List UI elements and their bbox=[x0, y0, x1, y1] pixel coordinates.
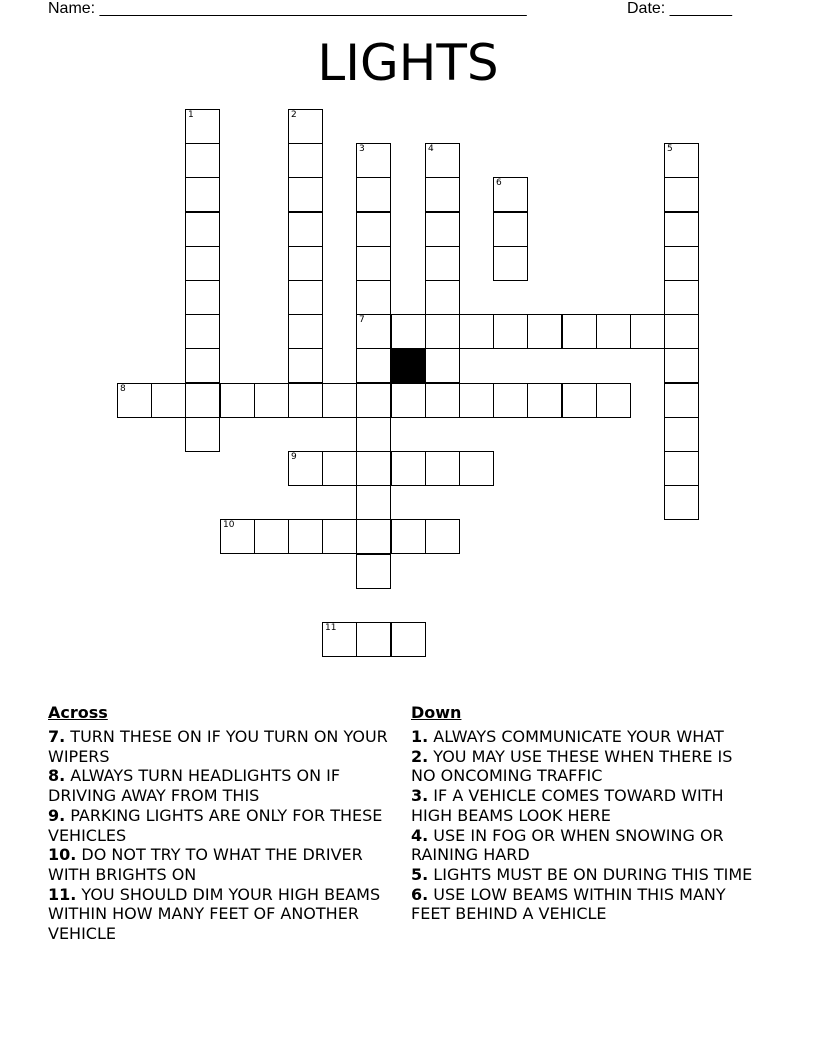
down-clue bbox=[411, 786, 761, 825]
grid-cell[interactable] bbox=[288, 383, 323, 418]
grid-cell[interactable] bbox=[185, 177, 220, 212]
clue-text: YOU MAY USE THESE WHEN THERE IS NO ONCOMING TRAFFIC bbox=[411, 746, 733, 786]
clue-number: 3. bbox=[411, 786, 429, 806]
blocked-cell bbox=[391, 348, 426, 383]
grid-cell[interactable] bbox=[356, 383, 391, 418]
grid-cell[interactable] bbox=[425, 348, 460, 383]
cell-number: 6 bbox=[496, 178, 502, 188]
grid-cell[interactable] bbox=[664, 280, 699, 315]
across-clue bbox=[48, 885, 398, 944]
clue-text: USE LOW BEAMS WITHIN THIS MANY FEET BEHIND A VEHICLE bbox=[411, 884, 726, 924]
grid-cell[interactable] bbox=[664, 246, 699, 281]
grid-cell[interactable] bbox=[185, 348, 220, 383]
clue-number: 5. bbox=[411, 864, 429, 884]
grid-cell[interactable] bbox=[288, 109, 323, 144]
cell-number: 4 bbox=[428, 144, 434, 154]
down-clue bbox=[411, 747, 761, 786]
grid-cell[interactable] bbox=[356, 622, 391, 657]
across-clue bbox=[48, 845, 398, 884]
down-clue bbox=[411, 865, 761, 885]
grid-cell[interactable] bbox=[185, 109, 220, 144]
clue-text: DO NOT TRY TO WHAT THE DRIVER WITH BRIGHTS ON bbox=[48, 845, 363, 884]
grid-cell[interactable] bbox=[185, 246, 220, 281]
grid-cell[interactable] bbox=[220, 383, 255, 418]
grid-cell[interactable] bbox=[664, 485, 699, 520]
grid-cell[interactable] bbox=[425, 212, 460, 247]
grid-cell[interactable] bbox=[493, 177, 528, 212]
grid-cell[interactable] bbox=[459, 451, 494, 486]
grid-cell[interactable] bbox=[322, 519, 357, 554]
grid-cell[interactable] bbox=[356, 519, 391, 554]
grid-cell[interactable] bbox=[288, 519, 323, 554]
grid-cell[interactable] bbox=[459, 314, 494, 349]
grid-cell[interactable] bbox=[288, 177, 323, 212]
grid-cell[interactable] bbox=[664, 314, 699, 349]
grid-cell[interactable] bbox=[254, 383, 289, 418]
across-clues bbox=[48, 703, 398, 944]
grid-cell[interactable] bbox=[493, 314, 528, 349]
grid-cell[interactable] bbox=[527, 314, 562, 349]
grid-cell[interactable] bbox=[254, 519, 289, 554]
clue-number: 1. bbox=[411, 727, 429, 746]
grid-cell[interactable] bbox=[391, 314, 426, 349]
down-clue bbox=[411, 727, 761, 747]
across-clue bbox=[48, 727, 398, 766]
down-clue bbox=[411, 885, 761, 924]
clue-text: LIGHTS MUST BE ON DURING THIS TIME bbox=[428, 864, 753, 884]
grid-cell[interactable] bbox=[356, 212, 391, 247]
grid-cell[interactable] bbox=[664, 177, 699, 212]
clue-text: TURN THESE ON IF YOU TURN ON YOUR WIPERS bbox=[48, 727, 388, 766]
grid-cell[interactable] bbox=[425, 177, 460, 212]
grid-cell[interactable] bbox=[288, 348, 323, 383]
grid-cell[interactable] bbox=[322, 451, 357, 486]
grid-cell[interactable] bbox=[356, 280, 391, 315]
name-field-label: Name: ________________________________________________ bbox=[48, 0, 527, 17]
across-clue-list bbox=[48, 727, 398, 944]
grid-cell[interactable] bbox=[391, 383, 426, 418]
grid-cell[interactable] bbox=[562, 383, 597, 418]
grid-cell[interactable] bbox=[288, 212, 323, 247]
grid-cell[interactable] bbox=[664, 212, 699, 247]
grid-cell[interactable] bbox=[185, 143, 220, 178]
cell-number: 7 bbox=[359, 315, 365, 325]
grid-cell[interactable] bbox=[288, 451, 323, 486]
grid-cell[interactable] bbox=[425, 143, 460, 178]
grid-cell[interactable] bbox=[425, 246, 460, 281]
across-clue bbox=[48, 766, 398, 805]
grid-cell[interactable] bbox=[356, 485, 391, 520]
clue-text: YOU SHOULD DIM YOUR HIGH BEAMS WITHIN HOW MANY FEET OF ANOTHER VEHICLE bbox=[48, 884, 381, 944]
grid-cell[interactable] bbox=[117, 383, 152, 418]
grid-cell[interactable] bbox=[322, 622, 357, 657]
across-heading: Across bbox=[48, 703, 108, 722]
clue-text: USE IN FOG OR WHEN SNOWING OR RAINING HARD bbox=[411, 825, 724, 865]
grid-cell[interactable] bbox=[356, 554, 391, 589]
across-clue bbox=[48, 806, 398, 845]
grid-cell[interactable] bbox=[493, 383, 528, 418]
cell-number: 5 bbox=[667, 144, 673, 154]
grid-cell[interactable] bbox=[185, 417, 220, 452]
grid-cell[interactable] bbox=[391, 622, 426, 657]
grid-cell[interactable] bbox=[288, 143, 323, 178]
grid-cell[interactable] bbox=[664, 143, 699, 178]
clue-number: 9. bbox=[48, 805, 66, 825]
grid-cell[interactable] bbox=[185, 314, 220, 349]
grid-cell[interactable] bbox=[664, 417, 699, 452]
clue-number: 6. bbox=[411, 884, 429, 904]
grid-cell[interactable] bbox=[493, 246, 528, 281]
grid-cell[interactable] bbox=[664, 451, 699, 486]
clue-number: 4. bbox=[411, 825, 429, 845]
grid-cell[interactable] bbox=[596, 383, 631, 418]
grid-cell[interactable] bbox=[185, 383, 220, 418]
grid-cell[interactable] bbox=[664, 383, 699, 418]
grid-cell[interactable] bbox=[288, 314, 323, 349]
grid-cell[interactable] bbox=[220, 519, 255, 554]
grid-cell[interactable] bbox=[322, 383, 357, 418]
grid-cell[interactable] bbox=[356, 417, 391, 452]
grid-cell[interactable] bbox=[493, 212, 528, 247]
clue-number: 10. bbox=[48, 845, 77, 865]
clue-text: PARKING LIGHTS ARE ONLY FOR THESE VEHICLES bbox=[48, 805, 383, 845]
down-clue bbox=[411, 826, 761, 865]
grid-cell[interactable] bbox=[527, 383, 562, 418]
grid-cell[interactable] bbox=[459, 383, 494, 418]
cell-number: 2 bbox=[291, 110, 297, 120]
grid-cell[interactable] bbox=[425, 451, 460, 486]
grid-cell[interactable] bbox=[356, 143, 391, 178]
clue-number: 2. bbox=[411, 746, 429, 766]
down-clues bbox=[411, 703, 761, 924]
cell-number: 11 bbox=[325, 623, 337, 633]
date-field-label: Date: _______ bbox=[627, 0, 732, 17]
clue-number: 7. bbox=[48, 727, 66, 746]
grid-cell[interactable] bbox=[391, 519, 426, 554]
cell-number: 10 bbox=[223, 520, 235, 530]
cell-number: 8 bbox=[120, 384, 126, 394]
cell-number: 3 bbox=[359, 144, 365, 154]
cell-number: 9 bbox=[291, 452, 297, 462]
clue-text: IF A VEHICLE COMES TOWARD WITH HIGH BEAMS LOOK HERE bbox=[411, 786, 724, 825]
grid-cell[interactable] bbox=[356, 451, 391, 486]
grid-cell[interactable] bbox=[425, 314, 460, 349]
clue-number: 11. bbox=[48, 884, 77, 904]
clue-text: ALWAYS TURN HEADLIGHTS ON IF DRIVING AWAY FROM THIS bbox=[48, 766, 341, 806]
grid-cell[interactable] bbox=[425, 383, 460, 418]
clue-text: ALWAYS COMMUNICATE YOUR WHAT bbox=[428, 727, 724, 746]
grid-cell[interactable] bbox=[151, 383, 186, 418]
grid-cell[interactable] bbox=[356, 177, 391, 212]
grid-cell[interactable] bbox=[288, 246, 323, 281]
down-clue-list bbox=[411, 727, 761, 924]
grid-cell[interactable] bbox=[425, 280, 460, 315]
grid-cell[interactable] bbox=[425, 519, 460, 554]
grid-cell[interactable] bbox=[596, 314, 631, 349]
grid-cell[interactable] bbox=[185, 280, 220, 315]
grid-cell[interactable] bbox=[356, 246, 391, 281]
clue-number: 8. bbox=[48, 766, 66, 786]
down-heading: Down bbox=[411, 703, 462, 722]
grid-cell[interactable] bbox=[356, 314, 391, 349]
grid-cell[interactable] bbox=[288, 280, 323, 315]
grid-cell[interactable] bbox=[664, 348, 699, 383]
puzzle-title: LIGHTS bbox=[317, 34, 499, 92]
grid-cell[interactable] bbox=[562, 314, 597, 349]
grid-cell[interactable] bbox=[391, 451, 426, 486]
grid-cell[interactable] bbox=[185, 212, 220, 247]
grid-cell[interactable] bbox=[356, 348, 391, 383]
cell-number: 1 bbox=[188, 110, 194, 120]
grid-cell[interactable] bbox=[630, 314, 665, 349]
